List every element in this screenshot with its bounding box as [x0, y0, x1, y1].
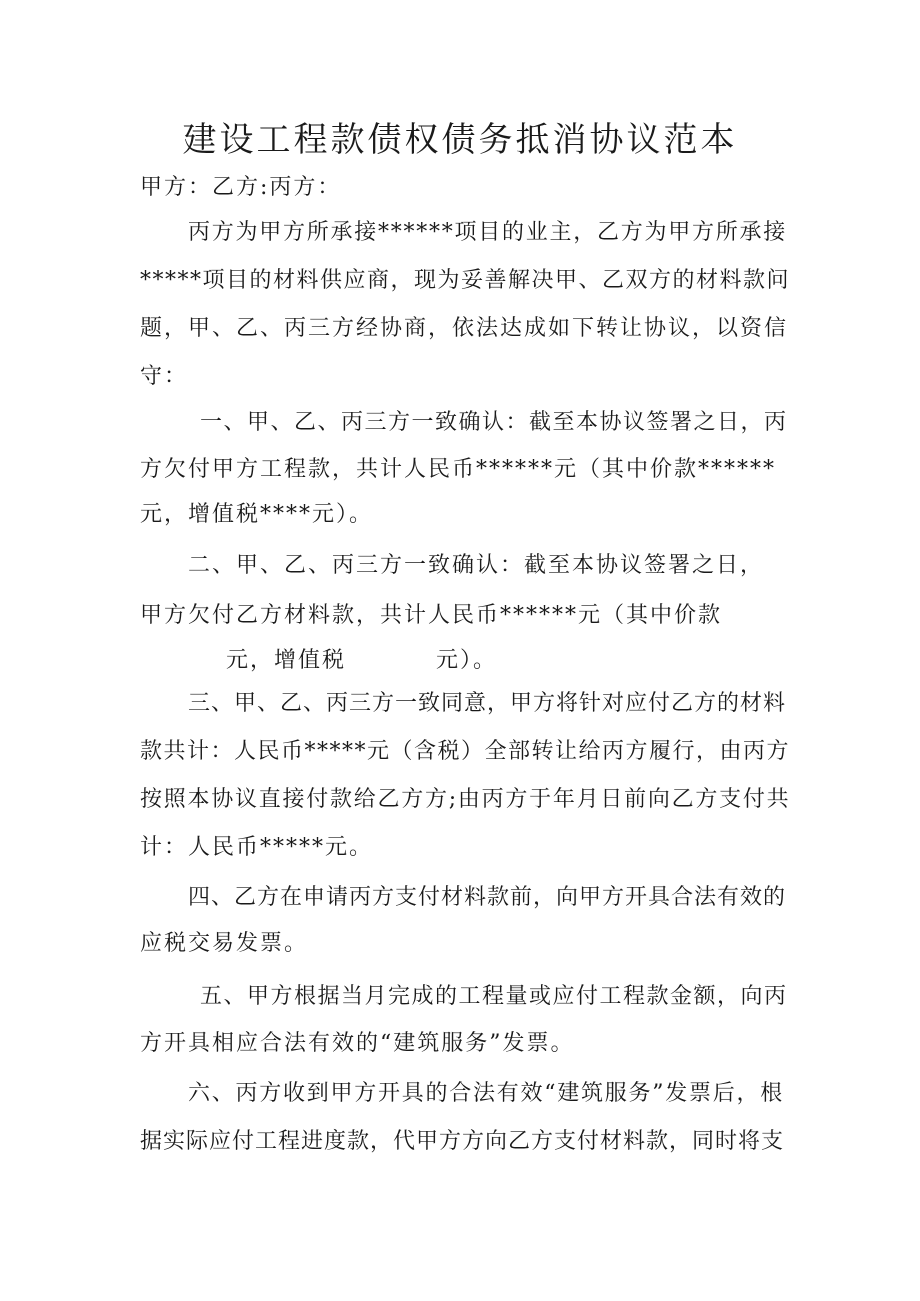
paragraph-line: 四、乙方在申请丙方支付材料款前，向甲方开具合法有效的 — [188, 885, 787, 910]
paragraph-line: 五、甲方根据当月完成的工程量或应付工程款金额，向丙 — [200, 984, 788, 1009]
document-title: 建设工程款债权债务抵消协议范本 — [182, 120, 738, 160]
paragraph-line: 据实际应付工程进度款，代甲方方向乙方支付材料款，同时将支 — [140, 1129, 785, 1154]
paragraph-line: 丙方为甲方所承接******项目的业主，乙方为甲方所承接 — [188, 220, 788, 245]
paragraph-line: 方开具相应合法有效的“建筑服务”发票。 — [140, 1031, 575, 1056]
paragraph-line: 款共计：人民币*****元（含税）全部转让给丙方履行，由丙方 — [140, 739, 791, 764]
paragraph-line: 方欠付甲方工程款，共计人民币******元（其中价款****** — [140, 457, 777, 482]
paragraph-line: 元，增值税 — [226, 648, 347, 673]
paragraph-line: *****项目的材料供应商，现为妥善解决甲、乙双方的材料款问 — [140, 268, 791, 293]
paragraph-line: 三、甲、乙、丙三方一致同意，甲方将针对应付乙方的材料 — [188, 691, 787, 716]
paragraph-line: 二、甲、乙、丙三方一致确认：截至本协议签署之日， — [188, 553, 765, 578]
paragraph-line: 甲方欠付乙方材料款，共计人民币******元（其中价款 — [140, 603, 723, 628]
paragraph-line: 六、丙方收到甲方开具的合法有效“建筑服务”发票后，根 — [188, 1081, 784, 1106]
paragraph-line: 应税交易发票。 — [140, 931, 309, 956]
paragraph-line: 按照本协议直接付款给乙方方;由丙方于年月日前向乙方支付共 — [140, 787, 791, 812]
paragraph-line: 计：人民币*****元。 — [140, 835, 374, 860]
paragraph-line: 元，增值税****元）。 — [140, 502, 374, 527]
paragraph-line: 题，甲、乙、丙三方经协商，依法达成如下转让协议，以资信 — [140, 316, 789, 341]
paragraph-line: 一、甲、乙、丙三方一致确认：截至本协议签署之日，丙 — [200, 410, 788, 435]
parties-line: 甲方：乙方:丙方： — [140, 175, 342, 200]
paragraph-line: 守： — [140, 364, 189, 389]
paragraph-line: 元）。 — [436, 648, 498, 673]
